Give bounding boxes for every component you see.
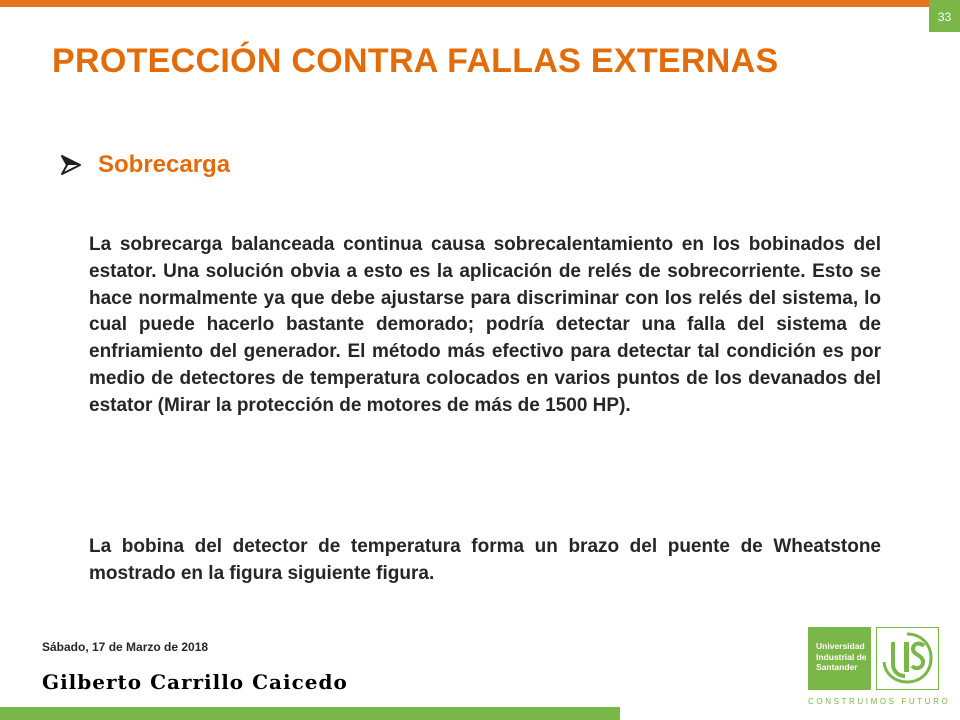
bullet-item: [60, 151, 230, 179]
page-number: 33: [929, 0, 960, 32]
logo-line-3: Santander: [816, 662, 858, 672]
bottom-accent-bar: [0, 707, 620, 720]
logo-tagline: CONSTRUIMOS FUTURO: [808, 697, 951, 706]
bullet-label: Sobrecarga: [98, 151, 231, 178]
uis-monogram-icon: [877, 628, 938, 689]
body-paragraph-1: La sobrecarga balanceada continua causa sobrecalentamiento en los bobinados del estator. Una solución obvia a esto es la aplicación de relés de sobrecorriente. Esto se hace normalmente ya que debe ajustarse para discriminar con los relés del sistema, lo cual puede hacerlo bastante demorado; podría detectar una falla del sistema de enfriamiento del generador. El método más efectivo para detectar tal condición es por medio de detectores de temperatura colocados en varios puntos de los devanados del estator (Mirar la protección de motores de más de 1500 HP).: [89, 234, 881, 416]
uis-seal-logo: [876, 627, 939, 690]
university-logo-text: [808, 627, 871, 690]
slide-title: PROTECCIÓN CONTRA FALLAS EXTERNAS: [52, 42, 779, 80]
logo-line-1: Universidad: [816, 641, 865, 651]
arrow-bullet-icon: [60, 154, 82, 176]
logo-line-2: Industrial de: [816, 651, 867, 662]
footer-date: Sábado, 17 de Marzo de 2018: [42, 640, 209, 654]
top-accent-bar: [0, 0, 960, 7]
body-paragraph-2: La bobina del detector de temperatura forma un brazo del puente de Wheatstone mostrado en la figura siguiente figura.: [89, 536, 881, 584]
footer-author: Gilberto Carrillo Caicedo: [42, 670, 348, 694]
